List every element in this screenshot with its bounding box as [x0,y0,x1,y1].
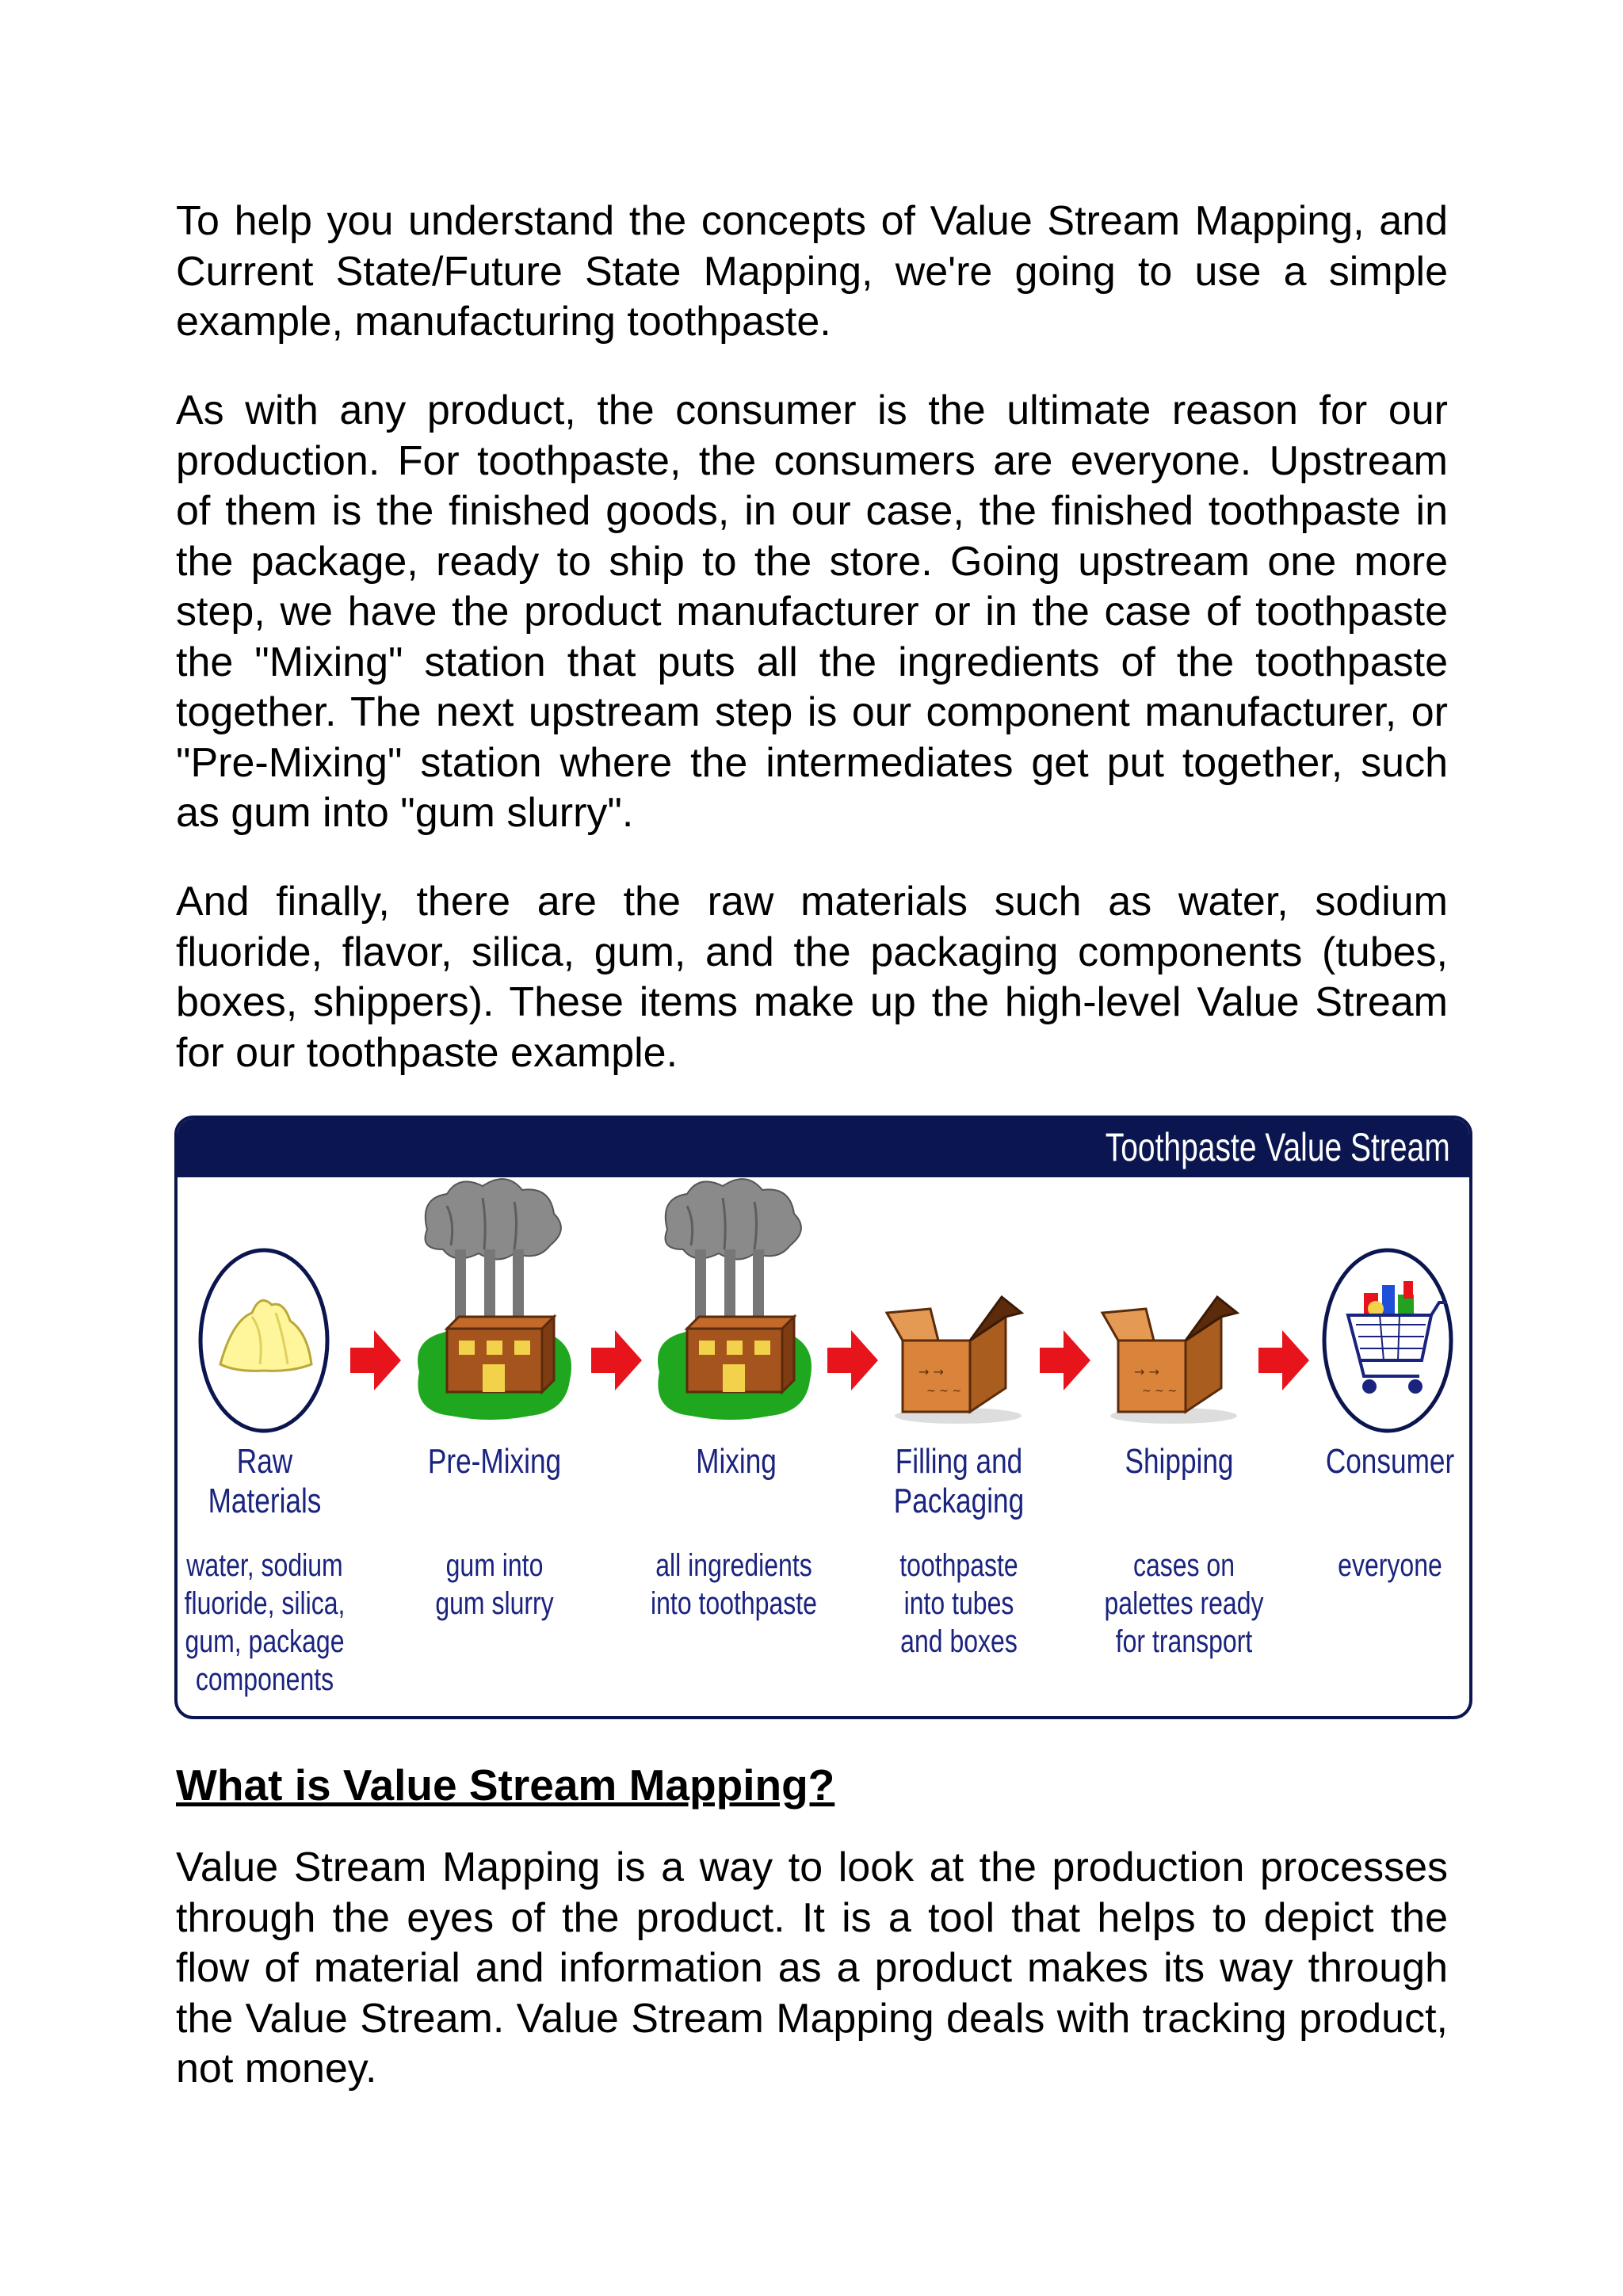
factory-icon [411,1174,578,1475]
flow-arrow-icon [350,1329,403,1392]
stage-label-consumer: Consumer [1325,1442,1455,1481]
svg-text:→ →: → → [1134,1364,1159,1379]
flow-arrow-icon [827,1329,880,1392]
svg-text:~ ~ ~: ~ ~ ~ [926,1385,962,1398]
svg-text:→ →: → → [918,1364,944,1379]
factory-icon [651,1174,818,1475]
section-heading: What is Value Stream Mapping? [176,1760,835,1810]
raw-materials-icon [197,1245,331,1436]
figure-title: Toothpaste Value Stream [1105,1125,1450,1169]
stage-label-pre-mixing: Pre-Mixing [427,1442,562,1481]
stage-desc-raw-materials: water, sodium fluoride, silica, gum, package components [184,1548,346,1697]
shopping-cart-icon [1320,1245,1459,1436]
flow-arrow-icon [591,1329,643,1392]
stage-desc-shipping: cases on palettes ready for transport [1104,1548,1264,1659]
stage-desc-pre-mixing: gum into gum slurry [435,1548,554,1621]
stage-desc-consumer: everyone [1338,1548,1442,1583]
stage-desc-filling-packaging: toothpaste into tubes and boxes [899,1548,1018,1659]
box-icon [883,1293,1025,1428]
stage-label-raw-materials: Raw Materials [208,1442,322,1520]
intro-paragraph: To help you understand the concepts of Value Stream Mapping, and Current State/Future State Mapping, we're going to use a simple example, manufacturing toothpaste. [176,198,1448,345]
flow-arrow-icon [1040,1329,1092,1392]
upstream-paragraph: As with any product, the consumer is the ultimate reason for our production. For toothpaste, the consumers are everyone. Upstream of them is the finished goods, in our case, the finished toothpaste in the package, ready to ship to the store. Going upstream one more step, we have the product manufacturer or in the case of toothpaste the "Mixing" station that puts all the ingredients of the toothpaste together. The next upstream step is our component manufacturer, or "Pre-Mixing" station where the intermediates get put together, such as gum into "gum slurry". [176,387,1448,836]
flow-arrow-icon [1258,1329,1311,1392]
figure-header [178,1119,1469,1177]
stage-label-shipping: Shipping [1125,1442,1234,1481]
box-icon [1098,1293,1241,1428]
svg-text:~ ~ ~: ~ ~ ~ [1142,1385,1178,1398]
section-body: Value Stream Mapping is a way to look at the production processes through the eyes of the product. It is a tool that helps to depict the flow of material and information as a product makes its way through the Value Stream. Value Stream Mapping deals with tracking product, not money. [176,1844,1448,2092]
raw-materials-paragraph: And finally, there are the raw materials such as water, sodium fluoride, flavor, silica, gum, and the packaging components (tubes, boxes, shippers). These items make up the high-level Value Stream for our toothpaste example. [176,879,1448,1076]
stage-label-filling-packaging: Filling and Packaging [893,1442,1025,1520]
value-stream-figure [174,1116,1472,1719]
stage-label-mixing: Mixing [696,1442,777,1481]
stage-desc-mixing: all ingredients into toothpaste [651,1548,817,1621]
